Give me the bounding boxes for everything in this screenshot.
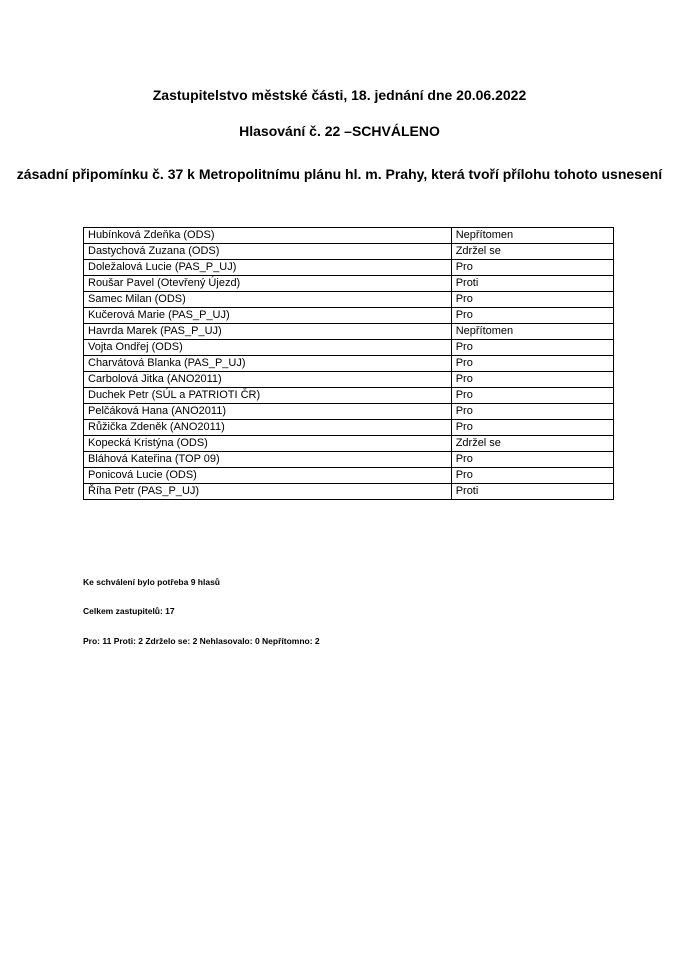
- vote-result-heading: Hlasování č. 22 –SCHVÁLENO: [239, 123, 440, 139]
- member-vote: Zdržel se: [451, 436, 613, 452]
- member-vote: Pro: [451, 292, 613, 308]
- member-name: Pelčáková Hana (ANO2011): [84, 404, 452, 420]
- member-vote: Pro: [451, 404, 613, 420]
- member-name: Kučerová Marie (PAS_P_UJ): [84, 308, 452, 324]
- table-row: [84, 484, 614, 500]
- vote-table: [83, 227, 614, 500]
- member-name: Růžička Zdeněk (ANO2011): [84, 420, 452, 436]
- member-vote: Pro: [451, 372, 613, 388]
- member-name: Dastychová Zuzana (ODS): [84, 244, 452, 260]
- table-row: [84, 356, 614, 372]
- member-vote: Nepřítomen: [451, 228, 613, 244]
- member-name: Charvátová Blanka (PAS_P_UJ): [84, 356, 452, 372]
- table-row: [84, 308, 614, 324]
- member-name: Carbolová Jitka (ANO2011): [84, 372, 452, 388]
- member-vote: Pro: [451, 260, 613, 276]
- member-vote: Nepřítomen: [451, 324, 613, 340]
- member-name: Doležalová Lucie (PAS_P_UJ): [84, 260, 452, 276]
- member-vote: Pro: [451, 452, 613, 468]
- table-row: [84, 276, 614, 292]
- member-name: Hubínková Zdeňka (ODS): [84, 228, 452, 244]
- member-vote: Pro: [451, 308, 613, 324]
- table-row: [84, 404, 614, 420]
- table-row: [84, 292, 614, 308]
- document-title: Zastupitelstvo městské části, 18. jednání dne 20.06.2022: [152, 87, 527, 103]
- member-vote: Pro: [451, 468, 613, 484]
- member-vote: Zdržel se: [451, 244, 613, 260]
- member-vote: Proti: [451, 484, 613, 500]
- table-row: [84, 468, 614, 484]
- table-row: [84, 340, 614, 356]
- member-vote: Pro: [451, 420, 613, 436]
- member-name: Bláhová Kateřina (TOP 09): [84, 452, 452, 468]
- table-row: [84, 260, 614, 276]
- table-row: [84, 372, 614, 388]
- vote-subject: zásadní připomínku č. 37 k Metropolitnímu plánu hl. m. Prahy, která tvoří přílohu tohoto usnesení: [16, 166, 663, 182]
- vote-table-body: [84, 228, 614, 500]
- table-row: [84, 452, 614, 468]
- member-vote: Proti: [451, 276, 613, 292]
- member-vote: Pro: [451, 356, 613, 372]
- member-name: Říha Petr (PAS_P_UJ): [84, 484, 452, 500]
- member-vote: Pro: [451, 388, 613, 404]
- member-name: Samec Milan (ODS): [84, 292, 452, 308]
- member-name: Ponicová Lucie (ODS): [84, 468, 452, 484]
- vote-breakdown-text: Pro: 11 Proti: 2 Zdrželo se: 2 Nehlasovalo: 0 Nepřítomno: 2: [83, 636, 320, 646]
- total-members-text: Celkem zastupitelů: 17: [83, 606, 175, 616]
- member-name: Havrda Marek (PAS_P_UJ): [84, 324, 452, 340]
- member-name: Vojta Ondřej (ODS): [84, 340, 452, 356]
- table-row: [84, 228, 614, 244]
- member-name: Roušar Pavel (Otevřený Újezd): [84, 276, 452, 292]
- table-row: [84, 420, 614, 436]
- member-name: Kopecká Kristýna (ODS): [84, 436, 452, 452]
- table-row: [84, 388, 614, 404]
- votes-needed-text: Ke schválení bylo potřeba 9 hlasů: [83, 577, 220, 587]
- table-row: [84, 436, 614, 452]
- member-name: Duchek Petr (SÚL a PATRIOTI ČR): [84, 388, 452, 404]
- member-vote: Pro: [451, 340, 613, 356]
- table-row: [84, 324, 614, 340]
- table-row: [84, 244, 614, 260]
